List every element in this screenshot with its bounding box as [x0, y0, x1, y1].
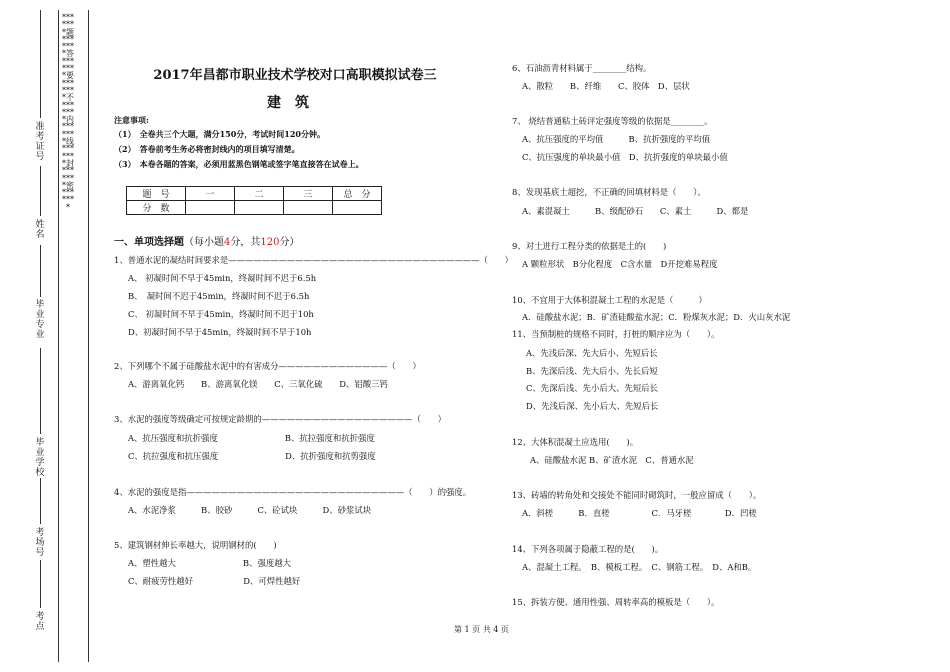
field-exam-site[interactable]	[40, 560, 41, 608]
question-stem: 10、不宜用于大体积混凝土工程的水泥是（ ）	[512, 295, 707, 305]
score-table-score-row	[127, 201, 382, 215]
score-row-label: 分 数	[127, 201, 186, 215]
section-heading	[114, 233, 299, 248]
question-stem: 11、当预制桩的规格不同时，打桩的顺序应为（ ）。	[512, 329, 720, 339]
points-total: 120	[260, 237, 280, 248]
score-table-header-row	[127, 187, 382, 201]
notice-item: （1） 全卷共三个大题，满分150分，考试时间120分钟。	[114, 129, 325, 139]
binding-line-right	[88, 10, 89, 662]
notice-item: （2） 答卷前考生务必将密封线内的项目填写清楚。	[114, 144, 300, 154]
question-stem: 13、砖墙的转角处和交接处不能同时砌筑时，一般应留成（ ）。	[512, 490, 762, 500]
question-stem: 1、普通水泥的凝结时间要求是——————————————————————————————（ ）	[114, 255, 513, 265]
option[interactable]: D、初凝时间不早于45min，终凝时间不早于10h	[128, 327, 312, 337]
section-label: 一、单项选择题	[114, 237, 184, 248]
option[interactable]: A、硅酸盐水泥 B、矿渣水泥 C、普通水泥	[530, 455, 694, 465]
option[interactable]: C、先深后浅、先小后大、先短后长	[526, 383, 659, 393]
label-name: 姓名	[35, 220, 45, 240]
score-cell[interactable]	[186, 201, 235, 215]
option[interactable]: A．斜槎 B．直槎 C．马牙槎 D．凹槎	[522, 508, 757, 518]
score-cell[interactable]	[333, 201, 382, 215]
points-per-question: 4	[224, 237, 231, 248]
section-info-mid: 分，共	[230, 237, 261, 248]
question-stem: 12、大体积混凝土应选用( )。	[512, 437, 639, 447]
field-major[interactable]	[40, 245, 41, 297]
score-header-cell: 三	[284, 187, 333, 201]
question-stem: 3、水泥的强度等级确定可按规定龄期的——————————————————（ ）	[114, 414, 446, 424]
question-stem: 8、发现基底土超挖，不正确的回填材料是（ ）。	[512, 187, 706, 197]
question-stem: 4、水泥的强度是指——————————————————————————（ ）的强度。	[114, 487, 472, 497]
label-room-number: 考场号	[35, 528, 45, 558]
option[interactable]: A、素混凝土 B、级配砂石 C、素土 D、都是	[522, 206, 749, 216]
option[interactable]: B、先深后浅、先大后小、先长后短	[526, 366, 658, 376]
score-cell[interactable]	[235, 201, 284, 215]
option[interactable]: A、游离氧化钙 B、游离氧化镁 C、三氧化硫 D、铝酸三钙	[128, 379, 388, 389]
score-header-cell: 总 分	[333, 187, 382, 201]
section-info-open: （每小题	[184, 237, 224, 248]
score-header-cell: 一	[186, 187, 235, 201]
exam-title: 2017年昌都市职业技术学校对口高职模拟试卷三	[153, 68, 437, 83]
question-stem: 15、拆装方便、通用性强、周转率高的模板是（ ）。	[512, 597, 720, 607]
field-school[interactable]	[40, 348, 41, 434]
section-info-close: 分）	[279, 237, 300, 248]
label-exam-site: 考点	[35, 612, 45, 632]
question-stem: 5、建筑钢材伸长率越大，说明钢材的( )	[114, 540, 277, 550]
question-stem: 7、 烧结普通粘土砖评定强度等级的依据是________。	[512, 116, 713, 126]
page-footer: 第 1 页 共 4 页	[454, 625, 509, 634]
label-major: 毕业专业	[35, 300, 45, 340]
binding-line-left	[58, 10, 59, 662]
score-cell[interactable]	[284, 201, 333, 215]
label-ticket-number: 准考证号	[35, 122, 45, 162]
notice-heading: 注意事项:	[114, 115, 149, 125]
option[interactable]: A、抗压强度和抗折强度 B、抗拉强度和抗折强度	[128, 433, 375, 443]
option[interactable]: A、塑性越大 B、强度越大	[128, 558, 291, 568]
option[interactable]: C、 初凝时间不早于45min，终凝时间不迟于10h	[128, 309, 314, 319]
score-table	[126, 186, 382, 215]
exam-subject: 建筑	[267, 95, 323, 111]
option[interactable]: C、耐疲劳性越好 D、可焊性越好	[128, 576, 301, 586]
option[interactable]: D、先浅后深、先小后大、先短后长	[526, 401, 659, 411]
question-stem: 9、对土进行工程分类的依据是土的( )	[512, 241, 667, 251]
question-stem: 6、石油沥青材料属于________结构。	[512, 63, 652, 73]
option[interactable]: C、抗拉强度和抗压强度 D、抗折强度和抗剪强度	[128, 451, 376, 461]
field-room-number[interactable]	[40, 478, 41, 524]
option[interactable]: A、先浅后深、先大后小、先短后长	[526, 348, 658, 358]
option[interactable]: A、 初凝时间不早于45min，终凝时间不迟于6.5h	[128, 273, 317, 283]
option[interactable]: A、抗压强度的平均值 B、抗折强度的平均值	[522, 134, 711, 144]
score-header-cell: 二	[235, 187, 284, 201]
notice-item: （3） 本卷各题的答案，必须用蓝黑色钢笔或签字笔直接答在试卷上。	[114, 159, 364, 169]
question-stem: 2、下列哪个不属于硅酸盐水泥中的有害成分—————————————（ ）	[114, 361, 421, 371]
option[interactable]: A．硅酸盐水泥；B．矿渣硅酸盐水泥；C．粉煤灰水泥；D．火山灰水泥	[522, 312, 791, 322]
label-school: 毕业学校	[35, 438, 45, 478]
field-name[interactable]	[40, 166, 41, 216]
option[interactable]: B、 凝时间不迟于45min，终凝时间不迟于6.5h	[128, 291, 310, 301]
question-stem: 14、下列各项属于隐蔽工程的是( )。	[512, 544, 664, 554]
binding-margin	[0, 0, 92, 672]
field-ticket-number[interactable]	[40, 10, 41, 118]
seal-text: *******题*******答*******要*******不*******内*******线*******封*******密*******	[62, 13, 74, 212]
option[interactable]: A、水泥净浆 B、胶砂 C、砼试块 D、砂浆试块	[128, 505, 372, 515]
option[interactable]: A 颗粒形状 B分化程度 C含水量 D开挖难易程度	[522, 259, 718, 269]
option[interactable]: A、散粒 B、纤维 C、胶体 D、层状	[522, 81, 690, 91]
option[interactable]: A、混凝土工程。 B、模板工程。 C、钢筋工程。 D、A和B。	[522, 562, 757, 572]
option[interactable]: C、抗压强度的单块最小值 D、抗折强度的单块最小值	[522, 152, 728, 162]
score-header-cell: 题 号	[127, 187, 186, 201]
